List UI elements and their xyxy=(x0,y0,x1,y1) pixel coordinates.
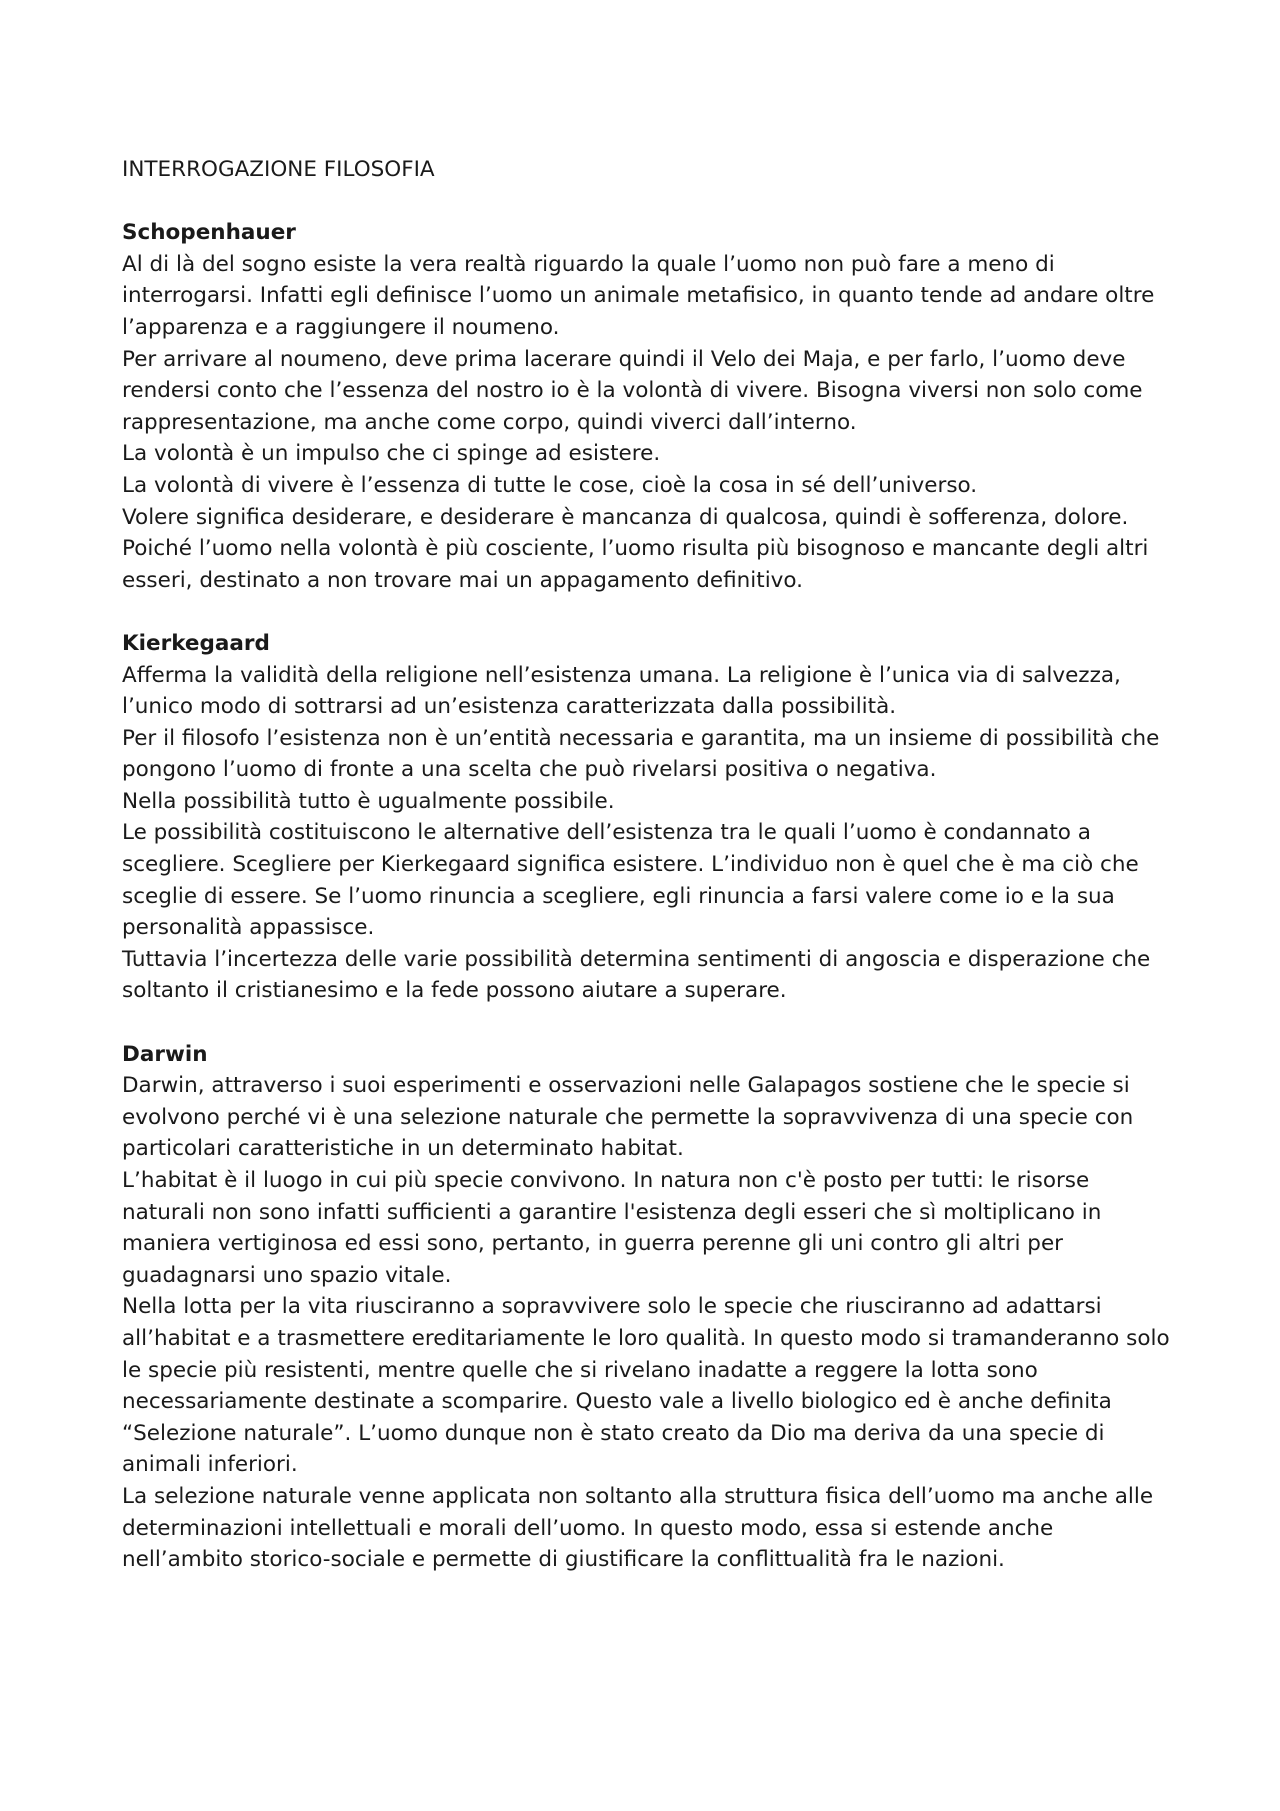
paragraph: La selezione naturale venne applicata non soltanto alla struttura fisica dell’uomo ma anche alle determinazioni intellettuali e morali dell’uomo. In questo modo, essa si estende anche nell’ambito storico-sociale e permette di giustificare la conflittualità fra le nazioni. xyxy=(122,1483,1154,1573)
section-schopenhauer xyxy=(122,217,1172,596)
spacer xyxy=(122,596,1172,628)
paragraph: Al di là del sogno esiste la vera realtà riguardo la quale l’uomo non può fare a meno di interrogarsi. Infatti egli definisce l’uomo un animale metafisico, in quanto tende ad andare oltre l’apparenza e a raggiungere il noumeno. xyxy=(122,251,1155,340)
paragraph: Per arrivare al noumeno, deve prima lacerare quindi il Velo dei Maja, e per farlo, l’uomo deve rendersi conto che l’essenza del nostro io è la volontà di vivere. Bisogna viversi non solo come rappresentazione, ma anche come corpo, quindi viverci dall’interno. xyxy=(122,346,1143,435)
paragraph: La volontà di vivere è l’essenza di tutte le cose, cioè la cosa in sé dell’universo. xyxy=(122,472,978,498)
document-page xyxy=(122,154,1172,1576)
paragraph: Afferma la validità della religione nell’esistenza umana. La religione è l’unica via di salvezza, l’unico modo di sottrarsi ad un’esistenza caratterizzata dalla possibilità. xyxy=(122,662,1121,720)
paragraph: Per il filosofo l’esistenza non è un’entità necessaria e garantita, ma un insieme di possibilità che pongono l’uomo di fronte a una scelta che può rivelarsi positiva o negativa. xyxy=(122,725,1160,783)
spacer xyxy=(122,1007,1172,1039)
section-heading: Kierkegaard xyxy=(122,630,270,656)
paragraph: Volere significa desiderare, e desiderare è mancanza di qualcosa, quindi è sofferenza, dolore. xyxy=(122,504,1129,530)
section-kierkegaard xyxy=(122,628,1172,1007)
spacer xyxy=(122,186,1172,218)
paragraph: Tuttavia l’incertezza delle varie possibilità determina sentimenti di angoscia e disperazione che soltanto il cristianesimo e la fede possono aiutare a superare. xyxy=(122,946,1151,1004)
paragraph: Le possibilità costituiscono le alternative dell’esistenza tra le quali l’uomo è condannato a scegliere. Scegliere per Kierkegaard significa esistere. L’individuo non è quel che è ma ciò che sceglie di essere. Se l’uomo rinuncia a scegliere, egli rinuncia a farsi valere come io e la sua personalità appassisce. xyxy=(122,820,1139,941)
paragraph: Poiché l’uomo nella volontà è più cosciente, l’uomo risulta più bisognoso e mancante degli altri esseri, destinato a non trovare mai un appagamento definitivo. xyxy=(122,536,1149,593)
paragraph: L’habitat è il luogo in cui più specie convivono. In natura non c'è posto per tutti: le risorse naturali non sono infatti sufficienti a garantire l'esistenza degli esseri che sì moltiplicano in maniera vertiginosa ed essi sono, pertanto, in guerra perenne gli uni contro gli altri per guadagnarsi uno spazio vitale. xyxy=(122,1168,1102,1288)
paragraph: La volontà è un impulso che ci spinge ad esistere. xyxy=(122,441,661,467)
paragraph: Darwin, attraverso i suoi esperimenti e osservazioni nelle Galapagos sostiene che le specie si evolvono perché vi è una selezione naturale che permette la sopravvivenza di una specie con particolari caratteristiche in un determinato habitat. xyxy=(122,1073,1134,1162)
section-heading: Schopenhauer xyxy=(122,220,296,246)
section-heading: Darwin xyxy=(122,1041,208,1067)
paragraph: Nella lotta per la vita riusciranno a sopravvivere solo le specie che riusciranno ad adattarsi all’habitat e a trasmettere ereditariamente le loro qualità. In questo modo si tramanderanno solo le specie più resistenti, mentre quelle che si rivelano inadatte a reggere la lotta sono necessariamente destinate a scomparire. Questo vale a livello biologico ed è anche definita “Selezione naturale”. L’uomo dunque non è stato creato da Dio ma deriva da una specie di animali inferiori. xyxy=(122,1294,1170,1478)
paragraph: Nella possibilità tutto è ugualmente possibile. xyxy=(122,788,615,814)
document-title: INTERROGAZIONE FILOSOFIA xyxy=(122,157,435,182)
section-darwin xyxy=(122,1039,1172,1576)
